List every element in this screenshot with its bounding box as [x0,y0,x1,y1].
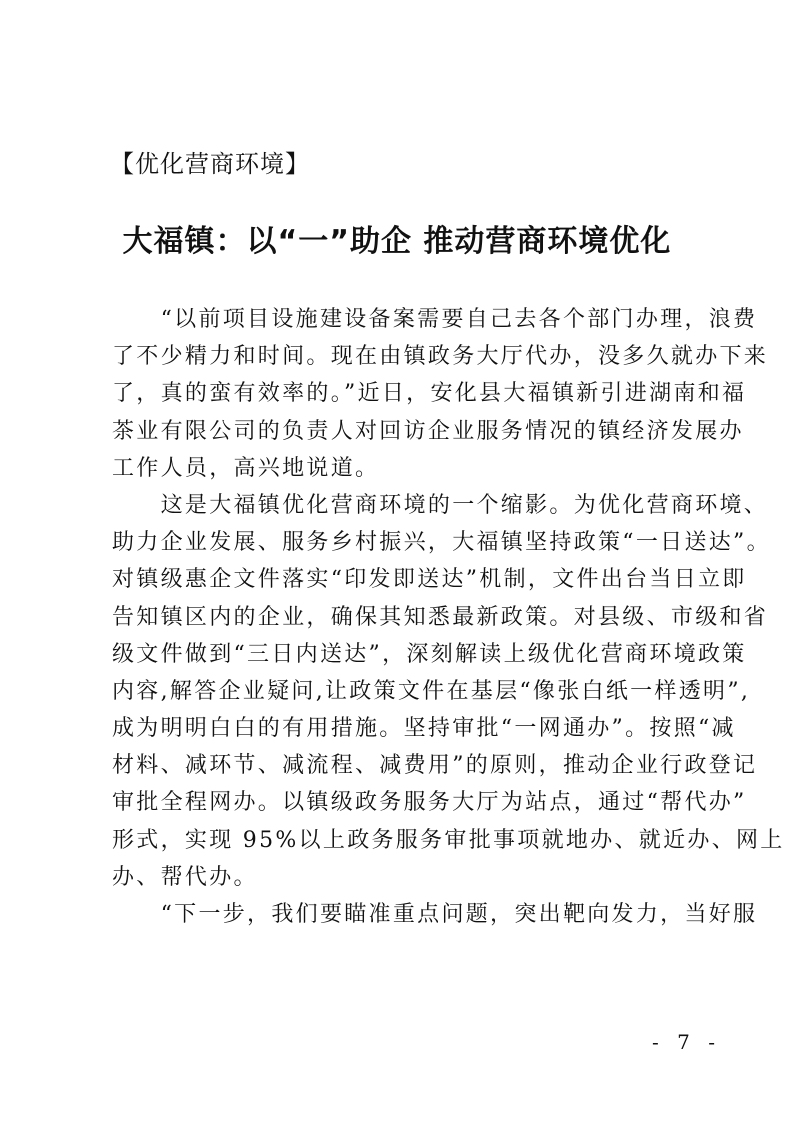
body-line: 形式，实现 95%以上政务服务审批事项就地办、就近办、网上 [112,827,785,853]
body-line: 级文件做到“三日内送达”，深刻解读上级优化营商环境政策 [112,641,747,667]
body-line: “下一步，我们要瞄准重点问题，突出靶向发力，当好服 [112,902,758,927]
body-line: 工作人员，高兴地说道。 [112,455,380,481]
body-line: 内容,解答企业疑问,让政策文件在基层“像张白纸一样透明”, [112,678,751,704]
body-line: 了，真的蛮有效率的。”近日，安化县大福镇新引进湖南和福 [112,381,747,407]
body-line: 了不少精力和时间。现在由镇政务大厅代办，没多久就办下来 [112,344,769,370]
page-number: - 7 - [652,1030,721,1054]
body-line: 告知镇区内的企业，确保其知悉最新政策。对县级、市级和省 [112,604,769,630]
body-line: 助力企业发展、服务乡村振兴，大福镇坚持政策“一日送达”。 [112,530,771,556]
body-line: 材料、减环节、减流程、减费用”的原则，推动企业行政登记 [112,753,758,779]
body-line: 审批全程网办。以镇级政务服务大厅为站点，通过“帮代办” [112,790,747,816]
body-line: 茶业有限公司的负责人对回访企业服务情况的镇经济发展办 [112,418,744,444]
body-line: 这是大福镇优化营商环境的一个缩影。为优化营商环境、 [112,492,769,518]
section-tag: 【优化营商环境】 [110,150,310,178]
article-title: 大福镇：以“一”助企 推动营商环境优化 [122,224,672,259]
article-body [112,301,785,933]
body-line: 对镇级惠企文件落实“印发即送达”机制，文件出台当日立即 [112,567,747,593]
body-line: “以前项目设施建设备案需要自己去各个部门办理，浪费 [112,307,758,332]
body-line: 办、帮代办。 [112,864,258,890]
body-line: 成为明明白白的有用措施。坚持审批“一网通办”。按照“减 [112,716,736,742]
